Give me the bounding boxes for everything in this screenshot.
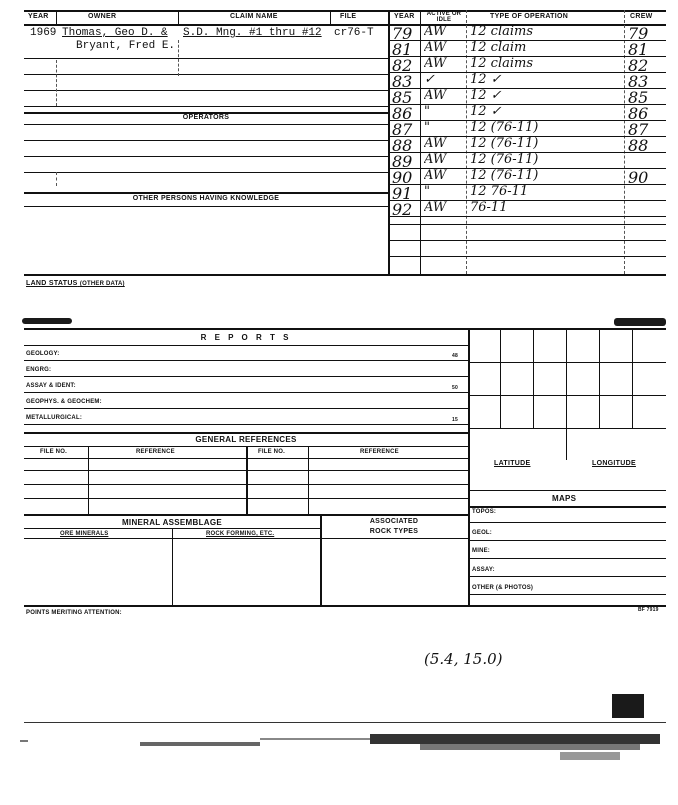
- op-crew: 90: [628, 168, 649, 187]
- op-active: ✓: [424, 72, 435, 87]
- reference-header: REFERENCE: [136, 449, 175, 455]
- grid-line: [599, 328, 600, 428]
- assoc-rock-types: [320, 517, 468, 537]
- op-active: ": [424, 120, 430, 135]
- op-year: 92: [392, 200, 413, 219]
- op-type: 12 (76-11): [470, 168, 539, 183]
- op-type: 76-11: [470, 200, 508, 215]
- op-active: AW: [424, 136, 447, 151]
- report-label: ASSAY & IDENT:: [26, 383, 76, 389]
- op-type: 12 claims: [470, 24, 534, 39]
- op-crew: 86: [628, 104, 649, 123]
- row-line: [390, 256, 666, 257]
- op-active: AW: [424, 200, 447, 215]
- op-crew: 85: [628, 88, 649, 107]
- claim-year-header: YEAR: [28, 13, 49, 20]
- noise-streak: [260, 738, 370, 740]
- row-line: [24, 345, 468, 346]
- general-refs-top-line: [24, 432, 468, 434]
- owner-header: OWNER: [88, 13, 117, 20]
- divider: [246, 446, 248, 514]
- maps-title: MAPS: [552, 494, 577, 503]
- report-row-line: [24, 424, 468, 425]
- op-active: ": [424, 184, 430, 199]
- op-active: AW: [424, 168, 447, 183]
- noise-streak: [560, 752, 620, 760]
- row-line: [24, 58, 388, 59]
- op-type: 12 ✓: [470, 88, 502, 103]
- scan-noise: [0, 724, 678, 774]
- divider: [178, 10, 179, 25]
- noise-streak: [420, 744, 640, 750]
- divider: [56, 10, 57, 25]
- general-refs-title: GENERAL REFERENCES: [195, 435, 297, 444]
- ink-smudge: [614, 318, 666, 326]
- row-line: [390, 240, 666, 241]
- op-active: AW: [424, 40, 447, 55]
- op-type: 12 ✓: [470, 72, 502, 87]
- claim-year: 1969: [30, 27, 57, 39]
- longitude-label: LONGITUDE: [592, 460, 636, 467]
- maps-assay: ASSAY:: [472, 567, 495, 573]
- divider: [178, 40, 179, 76]
- reports-right-divider: [468, 328, 470, 606]
- active-idle-header: ACTIVE OR IDLE: [426, 11, 462, 23]
- report-number: 15: [452, 417, 458, 423]
- land-status-sub: (OTHER DATA): [79, 281, 125, 287]
- report-label: ENGRG:: [26, 367, 52, 373]
- points-label: POINTS MERITING ATTENTION:: [26, 610, 122, 616]
- maps-topos: TOPOS:: [472, 509, 497, 515]
- claim-name: S.D. Mng. #1 thru #12: [183, 27, 322, 39]
- coordinates-note: (5.4, 15.0): [424, 650, 503, 668]
- op-active: ": [424, 104, 430, 119]
- grid-line: [533, 328, 534, 428]
- op-type: 12 (76-11): [470, 120, 539, 135]
- file-no-header: FILE NO.: [40, 449, 67, 455]
- knowledge-top-line: [24, 192, 388, 194]
- top-section-bottom: [24, 274, 666, 276]
- operators-label: OPERATORS: [182, 114, 230, 121]
- divider: [466, 10, 467, 274]
- op-crew: 82: [628, 56, 649, 75]
- report-number: 48: [452, 353, 458, 359]
- row-line: [24, 172, 388, 173]
- row-line: [24, 206, 388, 207]
- op-year: 91: [392, 184, 413, 203]
- owner-line-2: Bryant, Fred E.: [76, 40, 176, 52]
- row-line: [468, 540, 666, 541]
- knowledge-label: OTHER PERSONS HAVING KNOWLEDGE: [132, 195, 280, 202]
- row-line: [468, 506, 666, 508]
- op-active: AW: [424, 88, 447, 103]
- report-label: METALLURGICAL:: [26, 415, 83, 421]
- reference-header-2: REFERENCE: [360, 449, 399, 455]
- claim-name-header: CLAIM NAME: [230, 13, 278, 20]
- noise-streak: [20, 740, 28, 742]
- form-number: BF 7919: [638, 607, 659, 613]
- center-divider: [388, 10, 390, 275]
- op-year: 81: [392, 40, 413, 59]
- op-year: 85: [392, 88, 413, 107]
- row-line: [468, 490, 666, 491]
- ink-smudge: [22, 318, 72, 324]
- row-line: [24, 538, 468, 539]
- assoc-line-2: ROCK TYPES: [369, 528, 419, 535]
- assoc-line-1: ASSOCIATED: [369, 518, 419, 525]
- divider: [420, 10, 421, 274]
- row-line: [468, 576, 666, 577]
- op-year: 88: [392, 136, 413, 155]
- row-line: [24, 106, 388, 107]
- report-number: 50: [452, 385, 458, 391]
- op-type: 12 claim: [470, 40, 527, 55]
- grid-line: [468, 428, 666, 429]
- op-crew: 83: [628, 72, 649, 91]
- op-year: 87: [392, 120, 413, 139]
- op-crew: 88: [628, 136, 649, 155]
- type-operation-header: TYPE OF OPERATION: [490, 13, 569, 20]
- row-line: [24, 156, 388, 157]
- grid-line: [468, 362, 666, 363]
- owner-line-1: Thomas, Geo D. &: [62, 27, 168, 39]
- report-label: GEOPHYS. & GEOCHEM:: [26, 399, 102, 405]
- report-label: GEOLOGY:: [26, 351, 60, 357]
- report-row-line: [24, 360, 468, 361]
- op-year: 89: [392, 152, 413, 171]
- op-crew: 81: [628, 40, 649, 59]
- row-line: [390, 224, 666, 225]
- op-type: 12 (76-11): [470, 136, 539, 151]
- reports-title: R E P O R T S: [200, 333, 292, 342]
- op-year: 83: [392, 72, 413, 91]
- latitude-label: LATITUDE: [494, 460, 531, 467]
- row-line: [24, 124, 388, 125]
- op-row-line: [390, 216, 666, 217]
- op-type: 12 (76-11): [470, 152, 539, 167]
- grid-line: [632, 328, 633, 428]
- ore-minerals-label: ORE MINERALS: [60, 531, 109, 537]
- op-active: AW: [424, 152, 447, 167]
- op-year: 79: [392, 24, 413, 43]
- file-header: FILE: [340, 13, 357, 20]
- row-line: [24, 90, 388, 91]
- rock-forming-label: ROCK FORMING, ETC.: [206, 531, 275, 537]
- op-active: AW: [424, 56, 447, 71]
- op-active: AW: [424, 24, 447, 39]
- op-year: 82: [392, 56, 413, 75]
- black-mark: [612, 694, 644, 718]
- row-line: [24, 484, 468, 485]
- row-line: [24, 470, 468, 471]
- top-border: [24, 10, 666, 12]
- divider: [56, 172, 57, 186]
- divider: [308, 446, 309, 514]
- noise-streak: [140, 742, 260, 746]
- row-line: [24, 140, 388, 141]
- maps-other: OTHER (& PHOTOS): [472, 585, 534, 591]
- report-row-line: [24, 408, 468, 409]
- file-no-header-2: FILE NO.: [258, 449, 285, 455]
- reports-top-line: [24, 328, 666, 330]
- op-crew: 79: [628, 24, 649, 43]
- row-line: [24, 498, 468, 499]
- divider: [330, 10, 331, 25]
- divider: [172, 528, 173, 606]
- land-status-label: [26, 280, 125, 287]
- mineral-top-line: [24, 514, 468, 516]
- row-line: [24, 74, 388, 75]
- divider: [88, 446, 89, 514]
- report-row-line: [24, 392, 468, 393]
- divider: [624, 10, 625, 274]
- mineral-title: MINERAL ASSEMBLAGE: [121, 518, 223, 527]
- op-type: 12 76-11: [470, 184, 529, 199]
- bottom-form-line: [24, 605, 666, 607]
- op-crew: 87: [628, 120, 649, 139]
- report-row-line: [24, 376, 468, 377]
- row-line: [468, 558, 666, 559]
- grid-line: [566, 328, 567, 460]
- grid-line: [500, 328, 501, 428]
- maps-geol: GEOL:: [472, 530, 492, 536]
- divider: [56, 60, 57, 106]
- file-number: cr76-T: [334, 27, 374, 39]
- grid-line: [468, 395, 666, 396]
- row-line: [468, 522, 666, 523]
- crew-header: CREW: [630, 13, 653, 20]
- op-year: 90: [392, 168, 413, 187]
- scan-line: [24, 722, 666, 723]
- land-status-text: LAND STATUS: [26, 280, 78, 287]
- op-year: 86: [392, 104, 413, 123]
- op-year-header: YEAR: [394, 13, 415, 20]
- op-type: 12 claims: [470, 56, 534, 71]
- op-type: 12 ✓: [470, 104, 502, 119]
- row-line: [468, 594, 666, 595]
- noise-streak: [370, 734, 660, 744]
- maps-mine: MINE:: [472, 548, 490, 554]
